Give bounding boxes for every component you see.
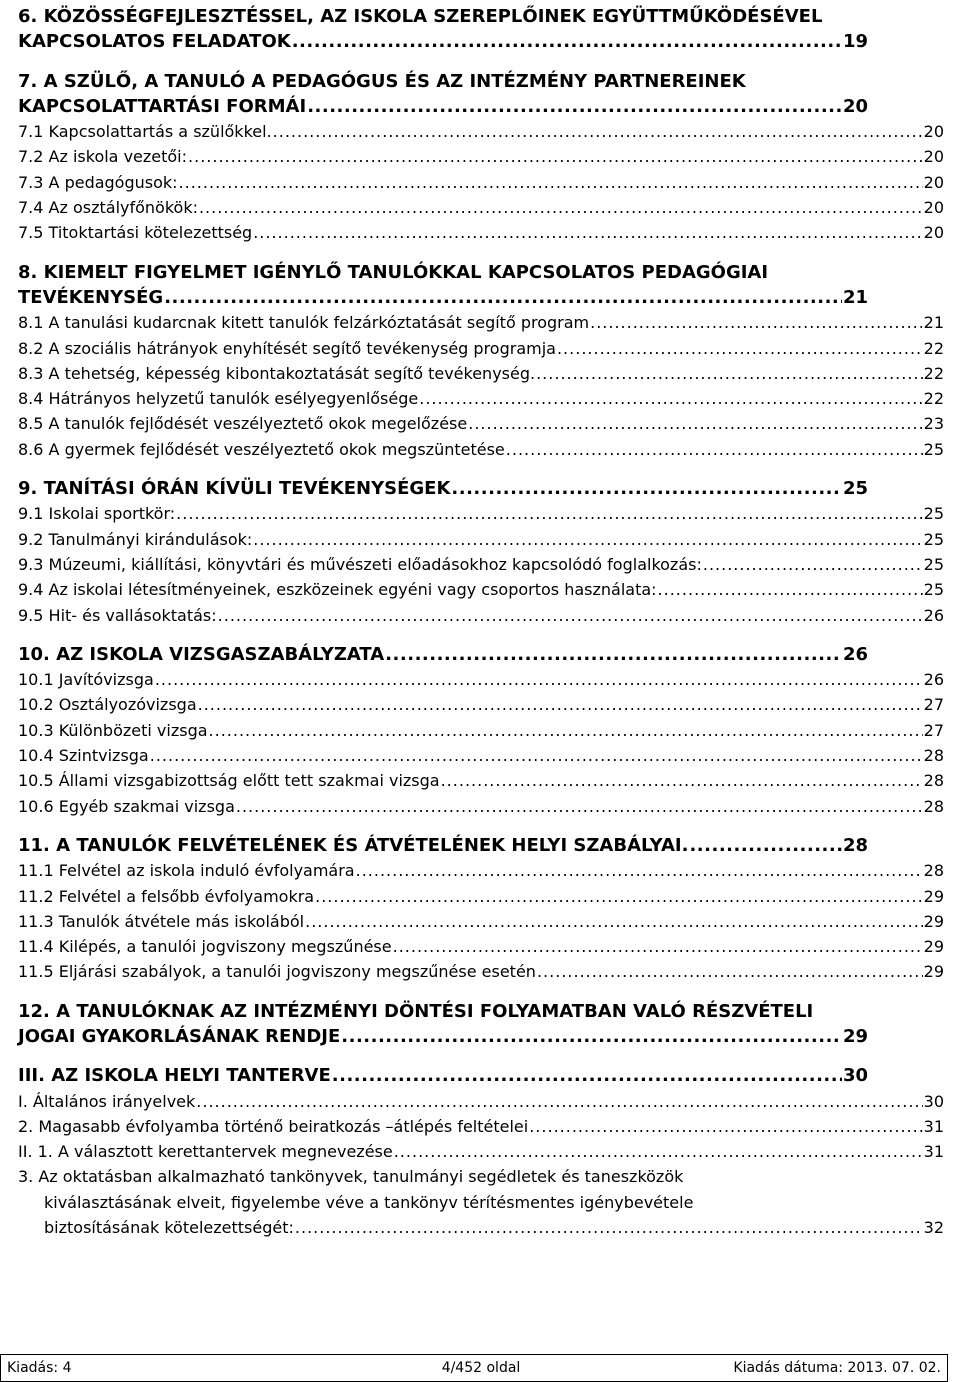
leader-dots: [689, 833, 841, 858]
leader-dots: [537, 959, 923, 984]
leader-dots: [218, 603, 923, 628]
leader-dots: [273, 119, 923, 144]
toc-page: 20: [923, 223, 944, 243]
toc-page: 26: [923, 670, 944, 690]
toc-entry-9-1[interactable]: [18, 501, 944, 526]
toc-heading-10[interactable]: [18, 642, 868, 667]
toc-entry-10-5[interactable]: [18, 768, 944, 793]
leader-dots: [468, 411, 922, 436]
toc-title: 10.2 Osztályozóvizsga: [18, 695, 197, 715]
toc-page: 20: [923, 122, 944, 142]
leader-dots: [292, 29, 842, 54]
toc-page: 25: [923, 504, 944, 524]
toc-entry-9-3[interactable]: [18, 552, 944, 577]
page-footer: [0, 1354, 948, 1382]
leader-dots: [307, 94, 842, 119]
toc-page: 29: [923, 911, 944, 931]
toc-title: JOGAI GYAKORLÁSÁNAK RENDJE: [18, 1025, 341, 1047]
leader-dots: [315, 884, 923, 909]
toc-title: KAPCSOLATTARTÁSI FORMÁI: [18, 95, 307, 117]
toc-page: 29: [923, 886, 944, 906]
toc-title: 7.4 Az osztályfőnökök:: [18, 198, 198, 218]
toc-title: 11.4 Kilépés, a tanulói jogviszony megszűnése: [18, 937, 392, 957]
leader-dots: [209, 718, 923, 743]
toc-heading-9[interactable]: [18, 476, 868, 501]
toc-entry-iii-4-line2[interactable]: kiválasztásának elveit, figyelembe véve a tankönyv térítésmentes igénybevétele: [44, 1192, 694, 1212]
toc-heading-6-cont[interactable]: [18, 29, 868, 54]
toc-entry-11-3[interactable]: [18, 909, 944, 934]
leader-dots: [529, 1114, 922, 1139]
toc-page: 25: [842, 478, 868, 500]
leader-dots: [164, 285, 842, 310]
toc-title: 10.1 Javítóvizsga: [18, 670, 154, 690]
toc-entry-8-4[interactable]: [18, 386, 944, 411]
toc-title: 9.3 Múzeumi, kiállítási, könyvtári és művészeti előadásokhoz kapcsolódó foglalkozás:: [18, 554, 702, 574]
leader-dots: [155, 667, 923, 692]
toc-heading-7-cont[interactable]: [18, 94, 868, 119]
leader-dots: [356, 858, 923, 883]
toc-title: TEVÉKENYSÉG: [18, 286, 164, 308]
toc-title: 11. A TANULÓK FELVÉTELÉNEK ÉS ÁTVÉTELÉNEK HELYI SZABÁLYAI.: [18, 834, 689, 856]
leader-dots: [341, 1024, 842, 1049]
edition-date: Kiadás dátuma: 2013. 07. 02.: [733, 1360, 941, 1376]
toc-title: 8.4 Hátrányos helyzetű tanulók esélyegyenlősége: [18, 389, 419, 409]
toc-page: 23: [923, 414, 944, 434]
leader-dots: [188, 144, 923, 169]
toc-heading-7[interactable]: 7. A SZÜLŐ, A TANULÓ A PEDAGÓGUS ÉS AZ INTÉZMÉNY PARTNEREINEK: [18, 70, 746, 92]
toc-entry-8-3[interactable]: [18, 361, 944, 386]
toc-title: 11.5 Eljárási szabályok, a tanulói jogviszony megszűnése esetén: [18, 962, 536, 982]
toc-page: 29: [923, 962, 944, 982]
leader-dots: [441, 768, 923, 793]
toc-page: 27: [923, 695, 944, 715]
toc-page: 25: [923, 439, 944, 459]
leader-dots: [394, 1139, 923, 1164]
toc-page: 28: [923, 746, 944, 766]
toc-entry-10-2[interactable]: [18, 692, 944, 717]
toc-title: 10.4 Szintvizsga: [18, 746, 149, 766]
table-of-contents: [18, 4, 944, 1240]
toc-title: 10.3 Különbözeti vizsga: [18, 720, 208, 740]
leader-dots: [305, 909, 923, 934]
leader-dots: [506, 437, 923, 462]
toc-page: 25: [923, 529, 944, 549]
toc-title: III. AZ ISKOLA HELYI TANTERVE: [18, 1065, 331, 1087]
toc-entry-8-2[interactable]: [18, 336, 944, 361]
toc-entry-11-5[interactable]: [18, 959, 944, 984]
toc-page: 28: [842, 834, 868, 856]
toc-page: 20: [923, 172, 944, 192]
leader-dots: [295, 1215, 923, 1240]
toc-entry-9-2[interactable]: [18, 527, 944, 552]
toc-page: 20: [842, 95, 868, 117]
leader-dots: [557, 336, 923, 361]
toc-entry-7-4[interactable]: [18, 195, 944, 220]
toc-title: 10.6 Egyéb szakmai vizsga: [18, 796, 235, 816]
toc-page: 31: [923, 1116, 944, 1136]
leader-dots: [176, 501, 922, 526]
leader-dots: [703, 552, 923, 577]
toc-title: II. 1. A választott kerettantervek megnevezése: [18, 1142, 393, 1162]
toc-entry-iii-4-line1[interactable]: 3. Az oktatásban alkalmazható tankönyvek, tanulmányi segédletek és taneszközök: [18, 1167, 684, 1187]
toc-page: 22: [923, 389, 944, 409]
toc-page: 26: [923, 605, 944, 625]
toc-title: 7.3 A pedagógusok:: [18, 172, 178, 192]
leader-dots: [253, 220, 922, 245]
toc-entry-7-2[interactable]: [18, 144, 944, 169]
leader-dots: [332, 1063, 842, 1088]
leader-dots: [236, 794, 923, 819]
leader-dots: [150, 743, 923, 768]
toc-page: 29: [842, 1025, 868, 1047]
leader-dots: [179, 170, 923, 195]
toc-title: 8.2 A szociális hátrányok enyhítését segítő tevékenység programja: [18, 338, 556, 358]
toc-page: 28: [923, 861, 944, 881]
toc-page: 30: [842, 1065, 868, 1087]
page-number: 4/452 oldal: [441, 1360, 521, 1376]
toc-page: 20: [923, 147, 944, 167]
toc-title: 10. AZ ISKOLA VIZSGASZABÁLYZATA: [18, 643, 385, 665]
toc-entry-7-3[interactable]: [18, 170, 944, 195]
toc-heading-8-cont[interactable]: [18, 285, 868, 310]
toc-title: 11.3 Tanulók átvétele más iskolából: [18, 911, 305, 931]
toc-title: 11.2 Felvétel a felsőbb évfolyamokra: [18, 886, 315, 906]
toc-title: 7.5 Titoktartási kötelezettség: [18, 223, 253, 243]
toc-title: biztosításának kötelezettségét:: [44, 1218, 294, 1238]
leader-dots: [198, 692, 923, 717]
toc-page: 27: [923, 720, 944, 740]
toc-entry-7-1[interactable]: [18, 119, 944, 144]
toc-entry-iii-2[interactable]: [18, 1114, 944, 1139]
leader-dots: [199, 195, 923, 220]
toc-entry-8-6[interactable]: [18, 437, 944, 462]
leader-dots: [385, 642, 842, 667]
toc-entry-8-5[interactable]: [18, 411, 944, 436]
toc-title: 9.4 Az iskolai létesítményeinek, eszközeinek egyéni vagy csoportos használata:: [18, 580, 657, 600]
toc-page: 28: [923, 796, 944, 816]
leader-dots: [536, 361, 923, 386]
toc-title: 7.1 Kapcsolattartás a szülőkkel.: [18, 122, 272, 142]
leader-dots: [393, 934, 923, 959]
toc-entry-iii-3[interactable]: [18, 1139, 944, 1164]
leader-dots: [451, 476, 842, 501]
toc-page: 21: [842, 286, 868, 308]
toc-title: 2. Magasabb évfolyamba történő beiratkozás –átlépés feltételei: [18, 1116, 529, 1136]
toc-page: 31: [923, 1142, 944, 1162]
toc-entry-11-4[interactable]: [18, 934, 944, 959]
toc-page: 29: [923, 937, 944, 957]
toc-title: 8.3 A tehetség, képesség kibontakoztatását segítő tevékenység.: [18, 363, 536, 383]
toc-page: 25: [923, 580, 944, 600]
toc-heading-12[interactable]: 12. A TANULÓKNAK AZ INTÉZMÉNYI DÖNTÉSI FOLYAMATBAN VALÓ RÉSZVÉTELI: [18, 1000, 814, 1022]
toc-page: 32: [923, 1218, 944, 1238]
toc-title: 9.2 Tanulmányi kirándulások:: [18, 529, 253, 549]
toc-page: 30: [923, 1091, 944, 1111]
leader-dots: [590, 310, 923, 335]
toc-title: 11.1 Felvétel az iskola induló évfolyamára: [18, 861, 355, 881]
toc-title: 10.5 Állami vizsgabizottság előtt tett szakmai vizsga: [18, 771, 440, 791]
toc-entry-7-5[interactable]: [18, 220, 944, 245]
toc-title: 7.2 Az iskola vezetői:: [18, 147, 188, 167]
toc-entry-iii-1[interactable]: [18, 1089, 944, 1114]
toc-title: 9.1 Iskolai sportkör:: [18, 504, 176, 524]
toc-title: 8.1 A tanulási kudarcnak kitett tanulók felzárkóztatását segítő program: [18, 313, 590, 333]
toc-heading-6[interactable]: 6. KÖZÖSSÉGFEJLESZTÉSSEL, AZ ISKOLA SZEREPLŐINEK EGYÜTTMŰKÖDÉSÉVEL: [18, 6, 823, 27]
toc-entry-10-6[interactable]: [18, 794, 944, 819]
toc-heading-iii[interactable]: [18, 1063, 868, 1088]
leader-dots: [658, 577, 923, 602]
toc-entry-11-2[interactable]: [18, 884, 944, 909]
toc-entry-10-1[interactable]: [18, 667, 944, 692]
toc-title: 9.5 Hit- és vallásoktatás:: [18, 605, 217, 625]
toc-page: 25: [923, 554, 944, 574]
toc-title: KAPCSOLATOS FELADATOK: [18, 31, 291, 53]
leader-dots: [253, 527, 922, 552]
toc-page: 20: [923, 198, 944, 218]
leader-dots: [419, 386, 922, 411]
toc-heading-12-cont[interactable]: [18, 1024, 868, 1049]
toc-entry-8-1[interactable]: [18, 310, 944, 335]
toc-page: 28: [923, 771, 944, 791]
toc-entry-10-4[interactable]: [18, 743, 944, 768]
toc-title: 8.6 A gyermek fejlődését veszélyeztető okok megszüntetése: [18, 439, 505, 459]
toc-entry-9-5[interactable]: [18, 603, 944, 628]
toc-page: 26: [842, 643, 868, 665]
toc-entry-10-3[interactable]: [18, 718, 944, 743]
toc-heading-8[interactable]: 8. KIEMELT FIGYELMET IGÉNYLŐ TANULÓKKAL KAPCSOLATOS PEDAGÓGIAI: [18, 261, 769, 283]
leader-dots: [196, 1089, 922, 1114]
toc-page: 19: [842, 31, 868, 53]
toc-title: 8.5 A tanulók fejlődését veszélyeztető okok megelőzése: [18, 414, 468, 434]
toc-page: 21: [923, 313, 944, 333]
toc-title: 9. TANÍTÁSI ÓRÁN KÍVÜLI TEVÉKENYSÉGEK: [18, 478, 451, 500]
toc-entry-11-1[interactable]: [18, 858, 944, 883]
toc-page: 22: [923, 338, 944, 358]
toc-entry-iii-4-line3[interactable]: [18, 1215, 944, 1240]
toc-heading-11[interactable]: [18, 833, 868, 858]
edition-label: Kiadás: 4: [7, 1360, 72, 1376]
toc-entry-9-4[interactable]: [18, 577, 944, 602]
toc-title: I. Általános irányelvek: [18, 1091, 196, 1111]
toc-page: 22: [923, 363, 944, 383]
